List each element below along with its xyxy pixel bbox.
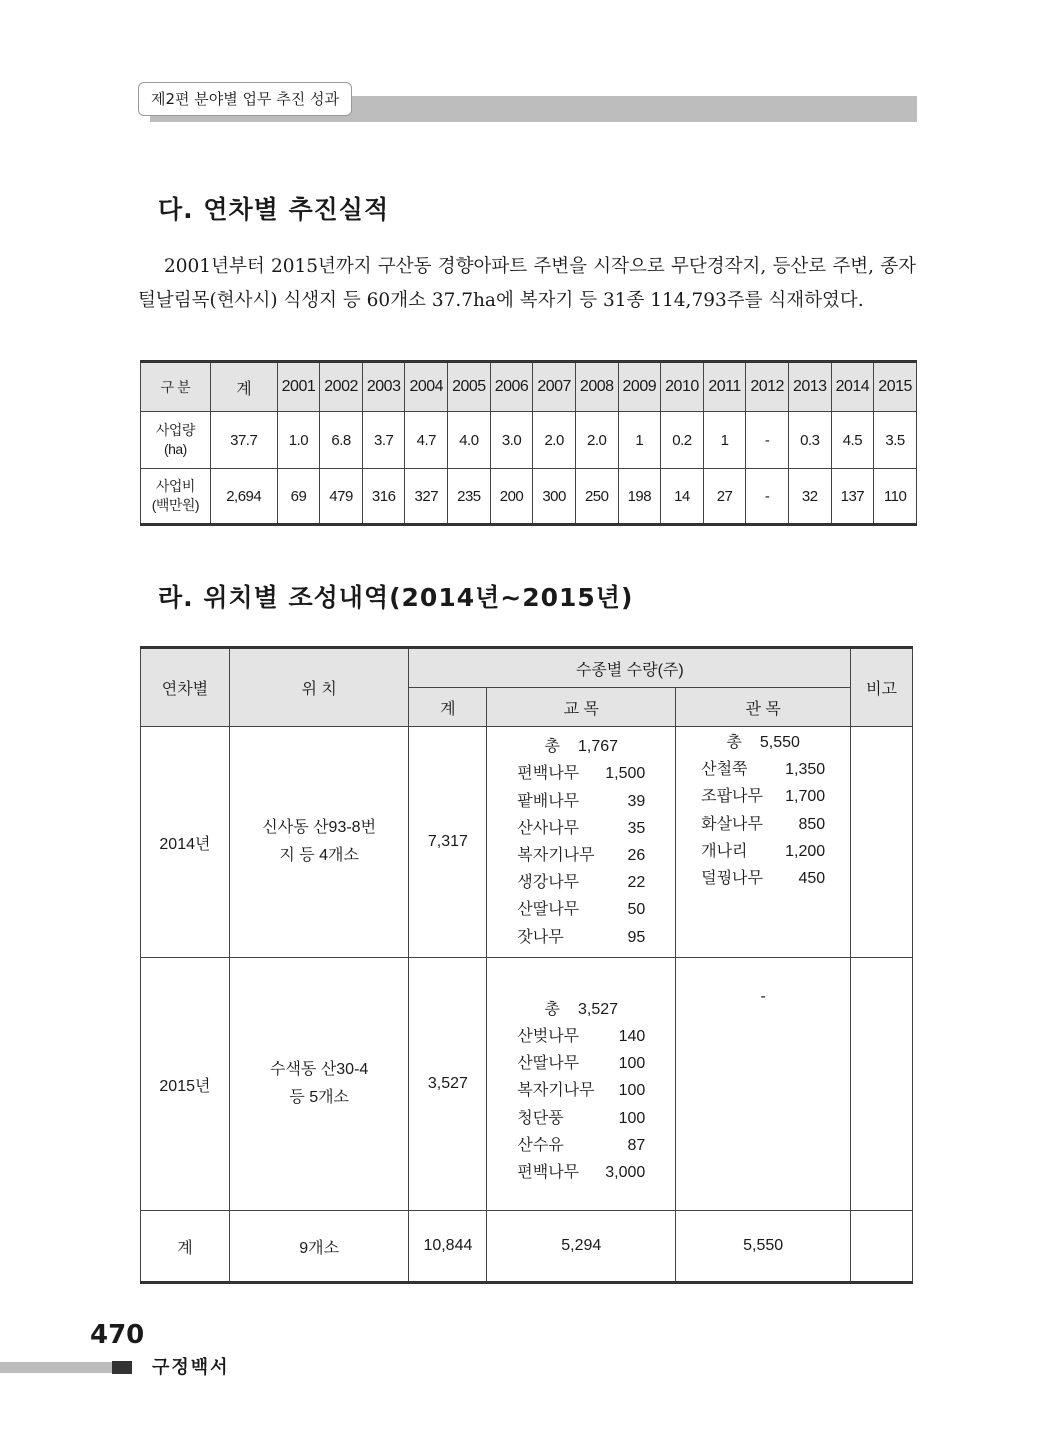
header-year: 연차별	[141, 648, 230, 727]
intro-paragraph-text: 2001년부터 2015년까지 구산동 경향아파트 주변을 시작으로 무단경작지, 등산로 주변, 종자털날림목(현사시) 식생지 등 60개소 37.7ha에 복자기 등 31종 114,793주를 식재하였다.	[138, 256, 916, 311]
species-count: 140	[618, 1027, 646, 1045]
total-count: 5,550	[759, 734, 800, 751]
list-item	[517, 842, 645, 869]
list-item	[701, 756, 825, 783]
header-year: 2009	[618, 362, 661, 412]
total-count: 1,767	[578, 738, 619, 756]
cell-value: 32	[788, 469, 831, 525]
header-year: 2007	[533, 362, 576, 412]
species-count: 26	[627, 847, 646, 864]
header-note: 비고	[851, 648, 913, 727]
species-name: 팥배나무	[517, 792, 580, 810]
cell-value: 1.0	[277, 412, 320, 469]
row-label-unit: (백만원)	[151, 497, 200, 513]
cell-value: 2.0	[533, 412, 576, 469]
cell-value: 1	[618, 412, 661, 469]
list-item	[701, 783, 825, 810]
species-name: 산벚나무	[517, 1027, 580, 1045]
list-item	[517, 1105, 645, 1132]
total-label: 총	[544, 1000, 560, 1018]
list-item	[517, 996, 645, 1023]
location-planting-table	[140, 646, 913, 1284]
list-item	[517, 1077, 645, 1104]
species-name: 편백나무	[517, 1164, 580, 1181]
species-count: 87	[627, 1136, 646, 1154]
cell-value: 3.7	[362, 412, 405, 469]
species-count: 22	[627, 874, 646, 892]
species-name: 복자기나무	[517, 1082, 595, 1100]
cell-location	[229, 958, 409, 1211]
list-item	[517, 869, 645, 896]
cell-value: 137	[831, 469, 874, 525]
tree-list	[517, 996, 645, 1186]
species-count: 39	[627, 792, 646, 810]
cell-value: 327	[405, 469, 448, 525]
list-item	[701, 811, 825, 838]
cell-value: -	[746, 469, 789, 525]
species-name: 산딸나무	[517, 1055, 580, 1073]
footer-bar	[0, 1362, 112, 1373]
row-label-line: 사업비	[155, 478, 195, 494]
cell-value: 69	[277, 469, 320, 525]
cell-value: -	[746, 412, 789, 469]
cell-value: 4.5	[831, 412, 874, 469]
list-item	[517, 1159, 645, 1186]
species-count: 1,500	[605, 765, 646, 783]
cell-value: 2.0	[575, 412, 618, 469]
header-year: 2008	[575, 362, 618, 412]
species-name: 편백나무	[517, 765, 580, 783]
list-item	[517, 760, 645, 787]
cell-value: 250	[575, 469, 618, 525]
list-item	[517, 815, 645, 842]
species-count: 35	[627, 819, 646, 837]
header-year: 2011	[703, 362, 746, 412]
section-title-yearly: 다. 연차별 추진실적	[158, 195, 390, 224]
cell-total: 7,317	[409, 727, 487, 958]
species-count: 450	[798, 870, 826, 888]
species-count: 1,200	[785, 842, 826, 860]
list-item	[517, 1132, 645, 1159]
yearly-results-table	[140, 360, 917, 526]
header-year: 2003	[362, 362, 405, 412]
table-header-row	[141, 362, 917, 412]
table-row	[141, 958, 913, 1211]
species-name: 산사나무	[517, 819, 580, 837]
species-name: 조팝나무	[701, 788, 763, 806]
species-name: 잣나무	[517, 928, 564, 946]
species-count: 850	[798, 815, 826, 833]
species-count: 100	[618, 1055, 646, 1073]
cell-value: 6.8	[320, 412, 363, 469]
list-item	[517, 1050, 645, 1077]
header-year: 2001	[277, 362, 320, 412]
species-name: 청단풍	[517, 1109, 564, 1127]
footer-square	[112, 1361, 132, 1374]
list-item	[517, 1023, 645, 1050]
species-count: 3,000	[605, 1164, 646, 1181]
location-line: 등 5개소	[289, 1089, 350, 1106]
table-row	[141, 469, 917, 525]
header-category: 구 분	[141, 362, 211, 412]
cell-value: 27	[703, 469, 746, 525]
list-item	[701, 729, 825, 756]
header-year: 2002	[320, 362, 363, 412]
cell-value: 479	[320, 469, 363, 525]
list-item	[701, 865, 825, 892]
header-total: 계	[409, 688, 487, 727]
header-trees: 교 목	[487, 688, 676, 727]
cell-value: 4.7	[405, 412, 448, 469]
section-header-tab: 제2편 분야별 업무 추진 성과	[138, 82, 352, 116]
row-label	[141, 412, 211, 469]
cell-year: 2014년	[141, 727, 230, 958]
list-item	[517, 924, 645, 951]
cell-value: 1	[703, 412, 746, 469]
total-count: 3,527	[578, 1000, 619, 1018]
cell-sum-location: 9개소	[229, 1211, 409, 1283]
location-line: 신사동 산93-8번	[262, 819, 377, 836]
cell-value: 316	[362, 469, 405, 525]
page-number: 470	[90, 1320, 145, 1350]
cell-total: 37.7	[210, 412, 277, 469]
row-label-line: 사업량	[155, 422, 195, 438]
location-line: 수색동 산30-4	[270, 1061, 369, 1078]
row-label	[141, 469, 211, 525]
header-year: 2005	[448, 362, 491, 412]
cell-sum-label: 계	[141, 1211, 230, 1283]
species-name: 생강나무	[517, 874, 580, 892]
species-count: 50	[627, 901, 646, 919]
shrub-list	[701, 729, 825, 892]
cell-sum-shrubs: 5,550	[676, 1211, 851, 1283]
header-total: 계	[210, 362, 277, 412]
table-header-row	[141, 648, 913, 688]
intro-paragraph	[138, 250, 916, 318]
header-shrubs: 관 목	[676, 688, 851, 727]
cell-value: 3.5	[874, 412, 917, 469]
cell-total: 2,694	[210, 469, 277, 525]
header-year: 2014	[831, 362, 874, 412]
species-name: 산철쭉	[701, 761, 748, 779]
cell-location	[229, 727, 409, 958]
species-name: 덜꿩나무	[701, 870, 763, 888]
cell-trees	[487, 727, 676, 958]
species-count: 1,350	[785, 761, 826, 779]
header-year: 2015	[874, 362, 917, 412]
row-label-unit: (ha)	[163, 441, 187, 457]
cell-value: 3.0	[490, 412, 533, 469]
cell-value: 198	[618, 469, 661, 525]
cell-note	[851, 958, 913, 1211]
header-year: 2012	[746, 362, 789, 412]
header-year: 2006	[490, 362, 533, 412]
species-count: 95	[627, 928, 646, 946]
cell-trees	[487, 958, 676, 1211]
species-name: 화살나무	[701, 815, 763, 833]
species-name: 산딸나무	[517, 901, 580, 919]
cell-value: 300	[533, 469, 576, 525]
species-name: 산수유	[517, 1136, 564, 1154]
table-row-sum	[141, 1211, 913, 1283]
cell-value: 14	[661, 469, 704, 525]
cell-value: 235	[448, 469, 491, 525]
cell-sum-trees: 5,294	[487, 1211, 676, 1283]
cell-value: 0.3	[788, 412, 831, 469]
list-item	[517, 788, 645, 815]
total-label: 총	[544, 738, 560, 756]
cell-sum-total: 10,844	[409, 1211, 487, 1283]
location-line: 지 등 4개소	[279, 847, 359, 864]
header-year: 2004	[405, 362, 448, 412]
table-row	[141, 412, 917, 469]
section-title-location: 라. 위치별 조성내역(2014년~2015년)	[158, 583, 634, 612]
book-title: 구정백서	[152, 1357, 230, 1378]
table-row	[141, 727, 913, 958]
species-count: 100	[618, 1082, 646, 1100]
header-location: 위 치	[229, 648, 409, 727]
list-item	[517, 733, 645, 760]
cell-shrubs	[676, 727, 851, 958]
cell-value: 4.0	[448, 412, 491, 469]
species-name: 개나리	[701, 842, 748, 860]
cell-note	[851, 1211, 913, 1283]
species-name: 복자기나무	[517, 847, 595, 864]
header-year: 2010	[661, 362, 704, 412]
tree-list	[517, 733, 645, 951]
cell-shrubs: -	[676, 958, 851, 1211]
cell-total: 3,527	[409, 958, 487, 1211]
list-item	[701, 838, 825, 865]
header-year: 2013	[788, 362, 831, 412]
header-quantity: 수종별 수량(주)	[409, 648, 851, 688]
species-count: 1,700	[785, 788, 826, 806]
species-count: 100	[618, 1109, 646, 1127]
cell-value: 0.2	[661, 412, 704, 469]
cell-value: 110	[874, 469, 917, 525]
total-label: 총	[726, 734, 742, 751]
cell-note	[851, 727, 913, 958]
cell-year: 2015년	[141, 958, 230, 1211]
cell-value: 200	[490, 469, 533, 525]
list-item	[517, 896, 645, 923]
